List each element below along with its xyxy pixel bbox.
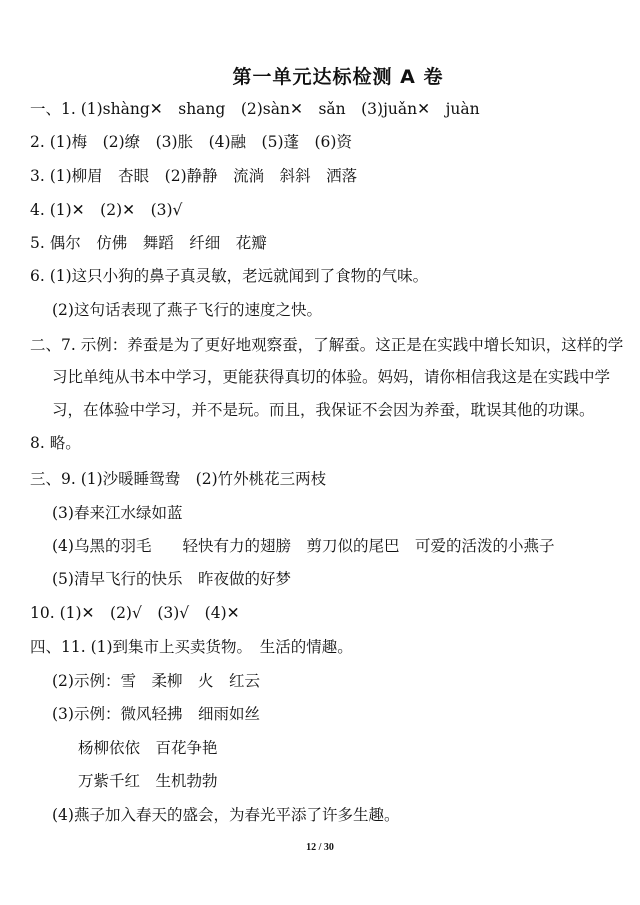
answer-line-q11-4: 杨柳依依 百花争艳 — [78, 739, 218, 757]
page-title: 第一单元达标检测 A 卷 — [232, 66, 444, 88]
answer-line-q11-5: 万紫千红 生机勃勃 — [78, 772, 218, 790]
answer-line-q2: 2. (1)梅 (2)缭 (3)胀 (4)融 (5)蓬 (6)资 — [30, 133, 352, 151]
answer-line-q11-6: (4)燕子加入春天的盛会，为春光平添了许多生趣。 — [52, 806, 400, 824]
answer-line-q4: 4. (1)✕ (2)✕ (3)√ — [30, 201, 183, 219]
answer-line-q10: 10. (1)✕ (2)√ (3)√ (4)✕ — [30, 604, 240, 622]
answer-line-q7-3: 习，在体验中学习，并不是玩。而且，我保证不会因为养蚕，耽误其他的功课。 — [52, 401, 595, 419]
answer-line-q9-3: (4)乌黑的羽毛 轻快有力的翅膀 剪刀似的尾巴 可爱的活泼的小燕子 — [52, 537, 555, 555]
answer-line-q5: 5. 偶尔 仿佛 舞蹈 纤细 花瓣 — [30, 234, 267, 252]
answer-line-q11-3: (3)示例：微风轻拂 细雨如丝 — [52, 705, 260, 723]
answer-line-q7-2: 习比单纯从书本中学习，更能获得真切的体验。妈妈，请你相信我这是在实践中学 — [52, 368, 611, 386]
answer-line-q1: 一、1. (1)shàng✕ shang (2)sàn✕ sǎn (3)juǎn✕ juàn — [30, 100, 480, 118]
page-number: 12 / 30 — [306, 842, 334, 853]
answer-line-q9-2: (3)春来江水绿如蓝 — [52, 504, 183, 522]
answer-line-q11-2: (2)示例：雪 柔柳 火 红云 — [52, 672, 260, 690]
answer-line-q8: 8. 略。 — [30, 434, 81, 452]
answer-line-q11-1: 四、11. (1)到集市上买卖货物。 生活的情趣。 — [30, 638, 353, 656]
answer-line-q3: 3. (1)柳眉 杏眼 (2)静静 流淌 斜斜 洒落 — [30, 167, 358, 185]
answer-line-q6-2: (2)这句话表现了燕子飞行的速度之快。 — [52, 301, 322, 319]
answer-line-q7-1: 二、7. 示例：养蚕是为了更好地观察蚕，了解蚕。这正是在实践中增长知识，这样的学 — [30, 336, 624, 354]
answer-line-q6-1: 6. (1)这只小狗的鼻子真灵敏，老远就闻到了食物的气味。 — [30, 267, 429, 285]
answer-line-q9-4: (5)清早飞行的快乐 昨夜做的好梦 — [52, 570, 291, 588]
answer-line-q9-1: 三、9. (1)沙暖睡鸳鸯 (2)竹外桃花三两枝 — [30, 470, 327, 488]
